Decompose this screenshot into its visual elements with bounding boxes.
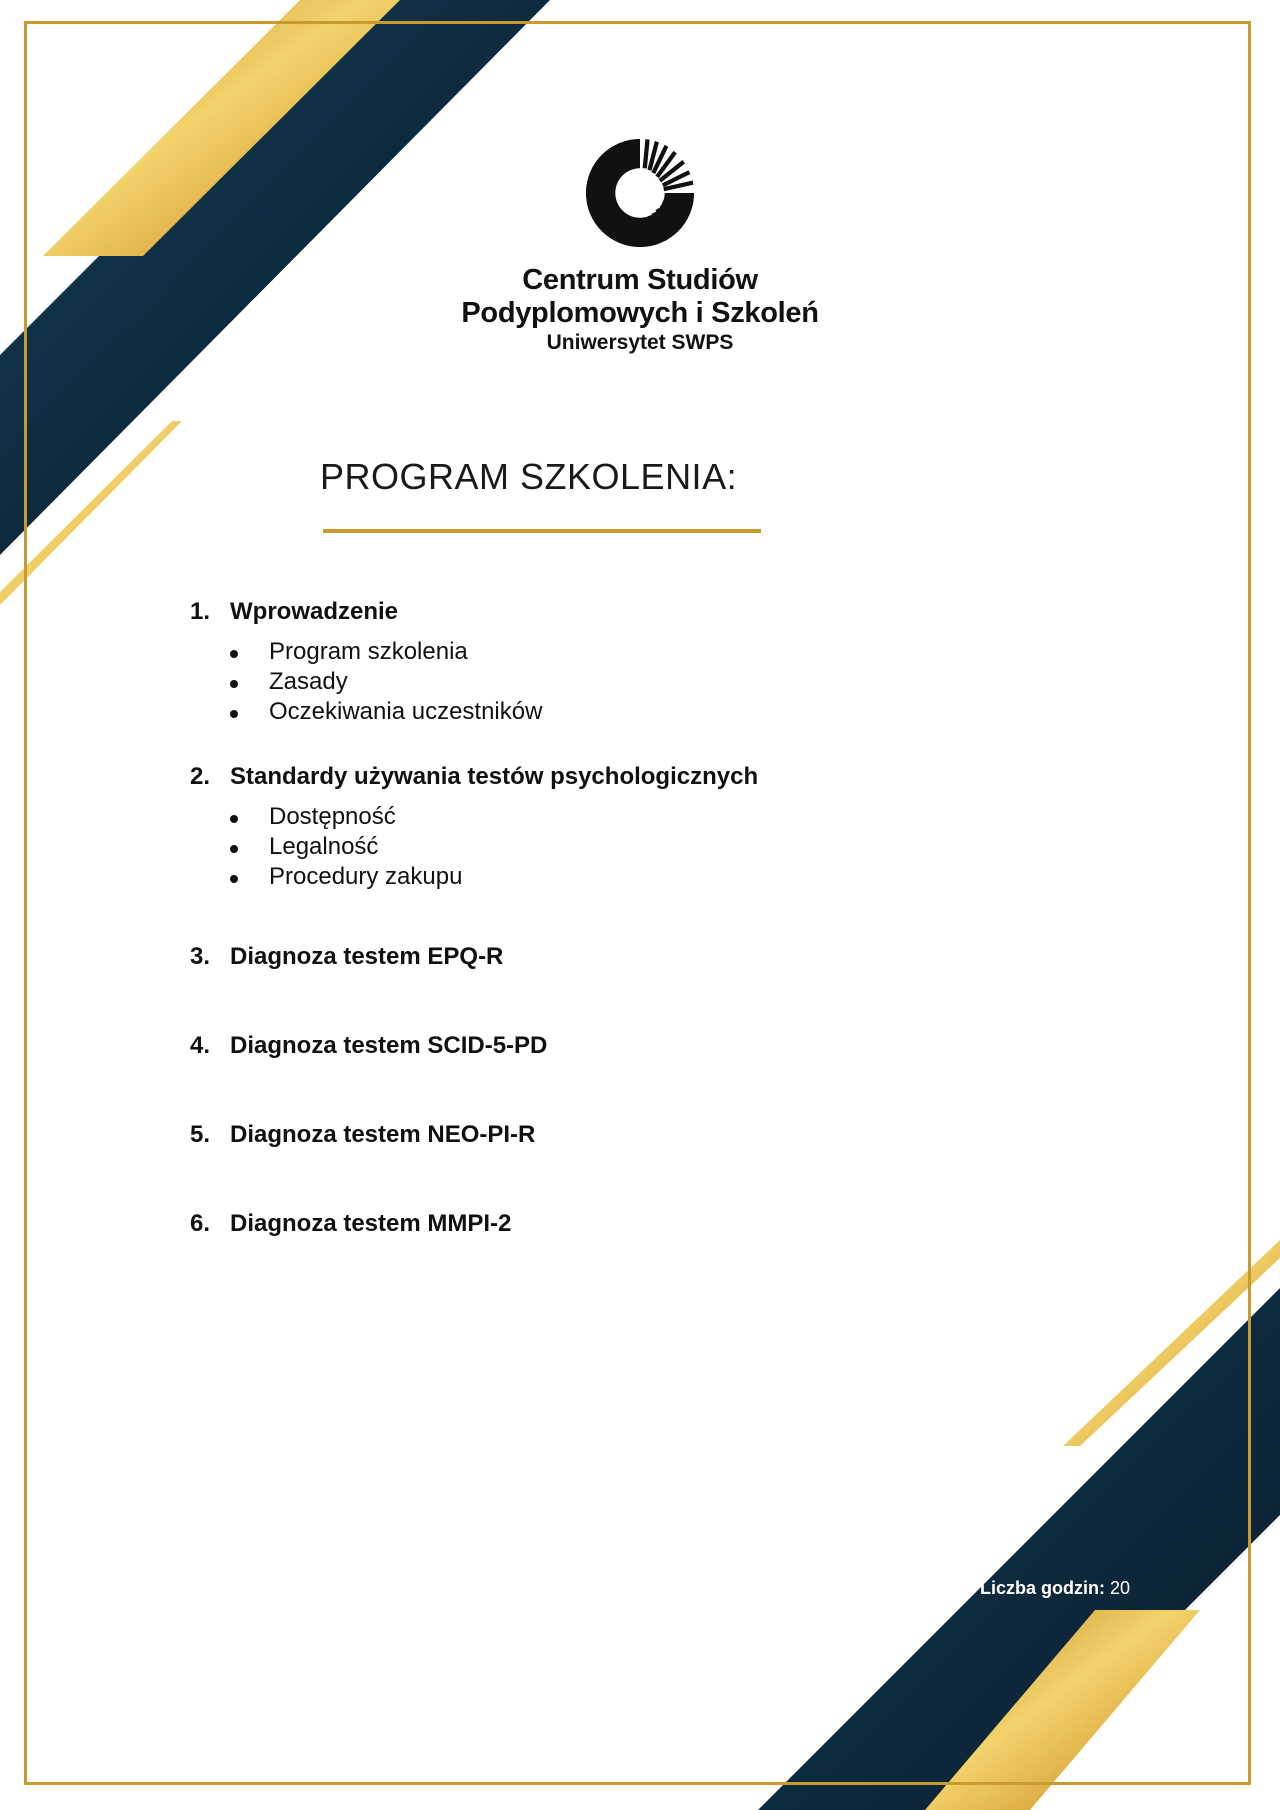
section-title-text: Diagnoza testem SCID-5-PD <box>230 1032 548 1059</box>
section-title <box>190 762 758 792</box>
section-title-text: Standardy używania testów psychologicznych <box>230 763 759 790</box>
section-title-text: Diagnoza testem NEO-PI-R <box>230 1121 536 1148</box>
hours-value: 20 <box>1110 1578 1131 1598</box>
section-number: 6. <box>190 1210 211 1237</box>
logo-wordmark <box>440 264 840 356</box>
list-item: Legalność <box>230 832 758 862</box>
list-item: Oczekiwania uczestników <box>230 697 542 727</box>
section-title <box>190 1209 511 1239</box>
list-item: Zasady <box>230 667 542 697</box>
section-title <box>190 597 542 627</box>
section-title <box>190 1031 547 1061</box>
section-title-text: Diagnoza testem MMPI-2 <box>230 1210 512 1237</box>
program-section-4 <box>190 1031 547 1061</box>
section-number: 2. <box>190 763 211 790</box>
list-item: Program szkolenia <box>230 637 542 667</box>
list-item: Dostępność <box>230 802 758 832</box>
logo-line-1: Centrum Studiów <box>522 264 758 296</box>
hours-label: Liczba godzin: <box>980 1578 1105 1598</box>
section-number: 1. <box>190 598 211 625</box>
section-subitems <box>190 637 542 727</box>
section-subitems <box>190 802 758 892</box>
section-title <box>190 942 503 972</box>
list-item: Procedury zakupu <box>230 862 758 892</box>
section-number: 4. <box>190 1032 211 1059</box>
section-title-text: Diagnoza testem EPQ-R <box>230 943 504 970</box>
logo-line-2: Podyplomowych i Szkoleń <box>461 297 819 329</box>
program-section-6 <box>190 1209 511 1239</box>
program-section-5 <box>190 1120 535 1150</box>
program-section-2 <box>190 762 758 892</box>
title-underline <box>323 529 761 533</box>
program-section-1 <box>190 597 542 727</box>
page-title: PROGRAM SZKOLENIA: <box>320 456 738 497</box>
training-hours <box>980 1578 1130 1599</box>
section-number: 5. <box>190 1121 211 1148</box>
section-title-text: Wprowadzenie <box>230 598 399 625</box>
section-number: 3. <box>190 943 211 970</box>
section-title <box>190 1120 535 1150</box>
swps-logo-icon <box>583 136 697 250</box>
program-section-3 <box>190 942 503 972</box>
logo-line-3: Uniwersytet SWPS <box>546 331 734 354</box>
